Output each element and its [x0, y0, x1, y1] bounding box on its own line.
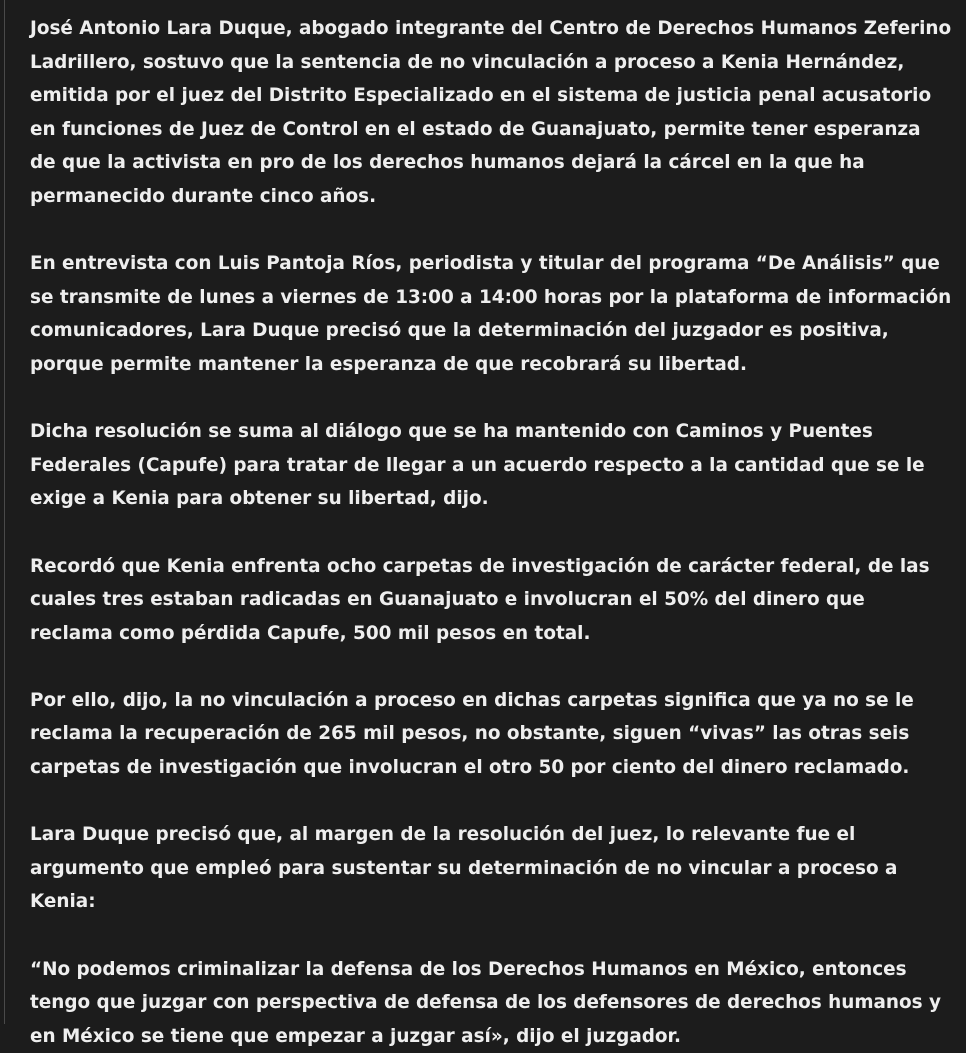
article-paragraph-6: Lara Duque precisó que, al margen de la resolución del juez, lo relevante fue el argumento que empleó para sustentar su determinación de no vincular a proceso a Kenia:: [30, 824, 898, 913]
article-paragraph-2: En entrevista con Luis Pantoja Ríos, periodista y titular del programa “De Análisis” que se transmite de lunes a viernes de 13:00 a 14:00 horas por la plataforma de información comunicadores, Lara Duque precisó que la determinación del juzgador es positiva, porque permite mantener la esperanza de que recobrará su libertad.: [30, 253, 952, 375]
article-quote-paragraph: “No podemos criminalizar la defensa de los Derechos Humanos en México, entonces tengo que juzgar con perspectiva de defensa de los defensores de derechos humanos y en México se tiene que empezar a juzgar así», dijo el juzgador.: [30, 958, 941, 1047]
article-paragraph-5: Por ello, dijo, la no vinculación a proceso en dichas carpetas significa que ya no se le reclama la recuperación de 265 mil pesos, no obstante, siguen “vivas” las otras seis carpetas de investigación que involucran el otro 50 por ciento del dinero reclamado.: [30, 689, 914, 779]
article-paragraph-3: Dicha resolución se suma al diálogo que se ha mantenido con Caminos y Puentes Federales (Capufe) para tratar de llegar a un acuerdo respecto a la cantidad que se le exige a Kenia para obtener su libertad, dijo.: [30, 421, 925, 510]
left-edge-divider: [4, 0, 5, 1024]
article-body: [30, 12, 952, 1053]
article-paragraph-4: Recordó que Kenia enfrenta ocho carpetas de investigación de carácter federal, de las cuales tres estaban radicadas en Guanajuato e involucran el 50% del dinero que reclama como pérdida Capufe, 500 mil pesos en total.: [30, 555, 930, 644]
article-paragraph-1: José Antonio Lara Duque, abogado integrante del Centro de Derechos Humanos Zeferino Ladrillero, sostuvo que la sentencia de no vinculación a proceso a Kenia Hernández, emitida por el juez del Distrito Especializado en el sistema de justicia penal acusatorio en funciones de Juez de Control en el estado de Guanajuato, permite tener esperanza de que la activista en pro de los derechos humanos dejará la cárcel en la que ha permanecido durante cinco años.: [30, 18, 952, 207]
